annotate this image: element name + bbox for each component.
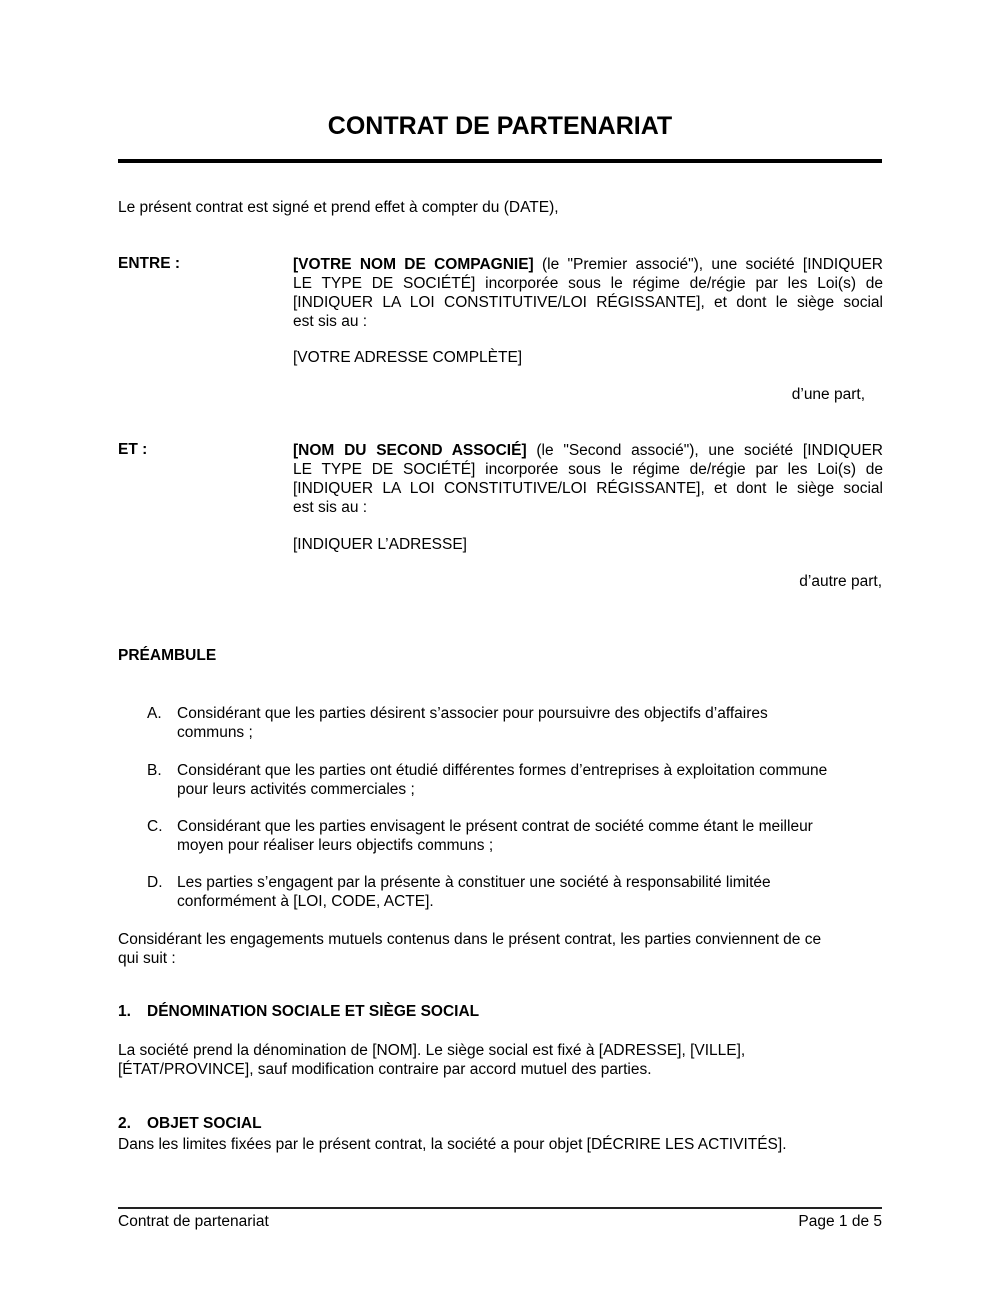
preamble-item-a: A. Considérant que les parties désirent s’associer pour poursuivre des objectifs d’affaires communs ; [147,705,768,741]
preamble-conclusion: Considérant les engagements mutuels contenus dans le présent contrat, les parties conviennent de ce qui suit : [118,931,822,967]
preamble-item-b: B. Considérant que les parties ont étudié différentes formes d’entreprises à exploitation commune pour leurs activités commerciales ; [147,762,828,798]
party1-closing: d’une part, [791,386,865,403]
document-title: CONTRAT DE PARTENARIAT [327,112,673,140]
party1-name: [VOTRE NOM DE COMPAGNIE] [293,256,534,273]
preamble-heading: PRÉAMBULE [118,647,217,664]
section-2-heading: 2. OBJET SOCIAL [118,1115,262,1132]
preamble-item-d: D. Les parties s’engagent par la présente à constituer une société à responsabilité limitée conformément à [LOI, CODE, ACTE]. [147,874,771,910]
party2-address: [INDIQUER L’ADRESSE] [293,536,467,553]
intro-paragraph: Le présent contrat est signé et prend effet à compter du (DATE), [118,199,559,216]
party1-label: ENTRE : [118,255,180,272]
section-2-body: Dans les limites fixées par le présent contrat, la société a pour objet [DÉCRIRE LES ACTIVITÉS]. [118,1136,787,1153]
section-1-body: La société prend la dénomination de [NOM]. Le siège social est fixé à [ADRESSE], [VILLE], [ÉTAT/PROVINCE], sauf modification contraire par accord mutuel des parties. [118,1042,746,1078]
party1-description: [VOTRE NOM DE COMPAGNIE] (le "Premier associé"), une société [INDIQUER LE TYPE DE SOCIÉTÉ] incorporée sous le régime de/régie par les Loi(s) de [INDIQUER LA LOI CONSTITUTIVE/LOI RÉGISSANTE], et dont le siège social est sis au : [293,256,883,330]
footer-divider [118,1207,882,1209]
party2-description: [NOM DU SECOND ASSOCIÉ] (le "Second associé"), une société [INDIQUER LE TYPE DE SOCIÉTÉ] incorporée sous le régime de/régie par les Loi(s) de [INDIQUER LA LOI CONSTITUTIVE/LOI RÉGISSANTE], et dont le siège social est sis au : [293,442,883,516]
section-1-heading: 1. DÉNOMINATION SOCIALE ET SIÈGE SOCIAL [118,1003,480,1020]
party1-address: [VOTRE ADRESSE COMPLÈTE] [293,349,523,366]
preamble-item-c: C. Considérant que les parties envisagent le présent contrat de société comme étant le meilleur moyen pour réaliser leurs objectifs communs ; [147,818,813,854]
title-divider [118,159,882,163]
party2-name: [NOM DU SECOND ASSOCIÉ] [293,442,527,459]
party2-closing: d’autre part, [799,573,882,590]
footer-page-number: Page 1 de 5 [798,1213,882,1230]
party2-label: ET : [118,441,148,458]
footer-document-name: Contrat de partenariat [118,1213,269,1230]
